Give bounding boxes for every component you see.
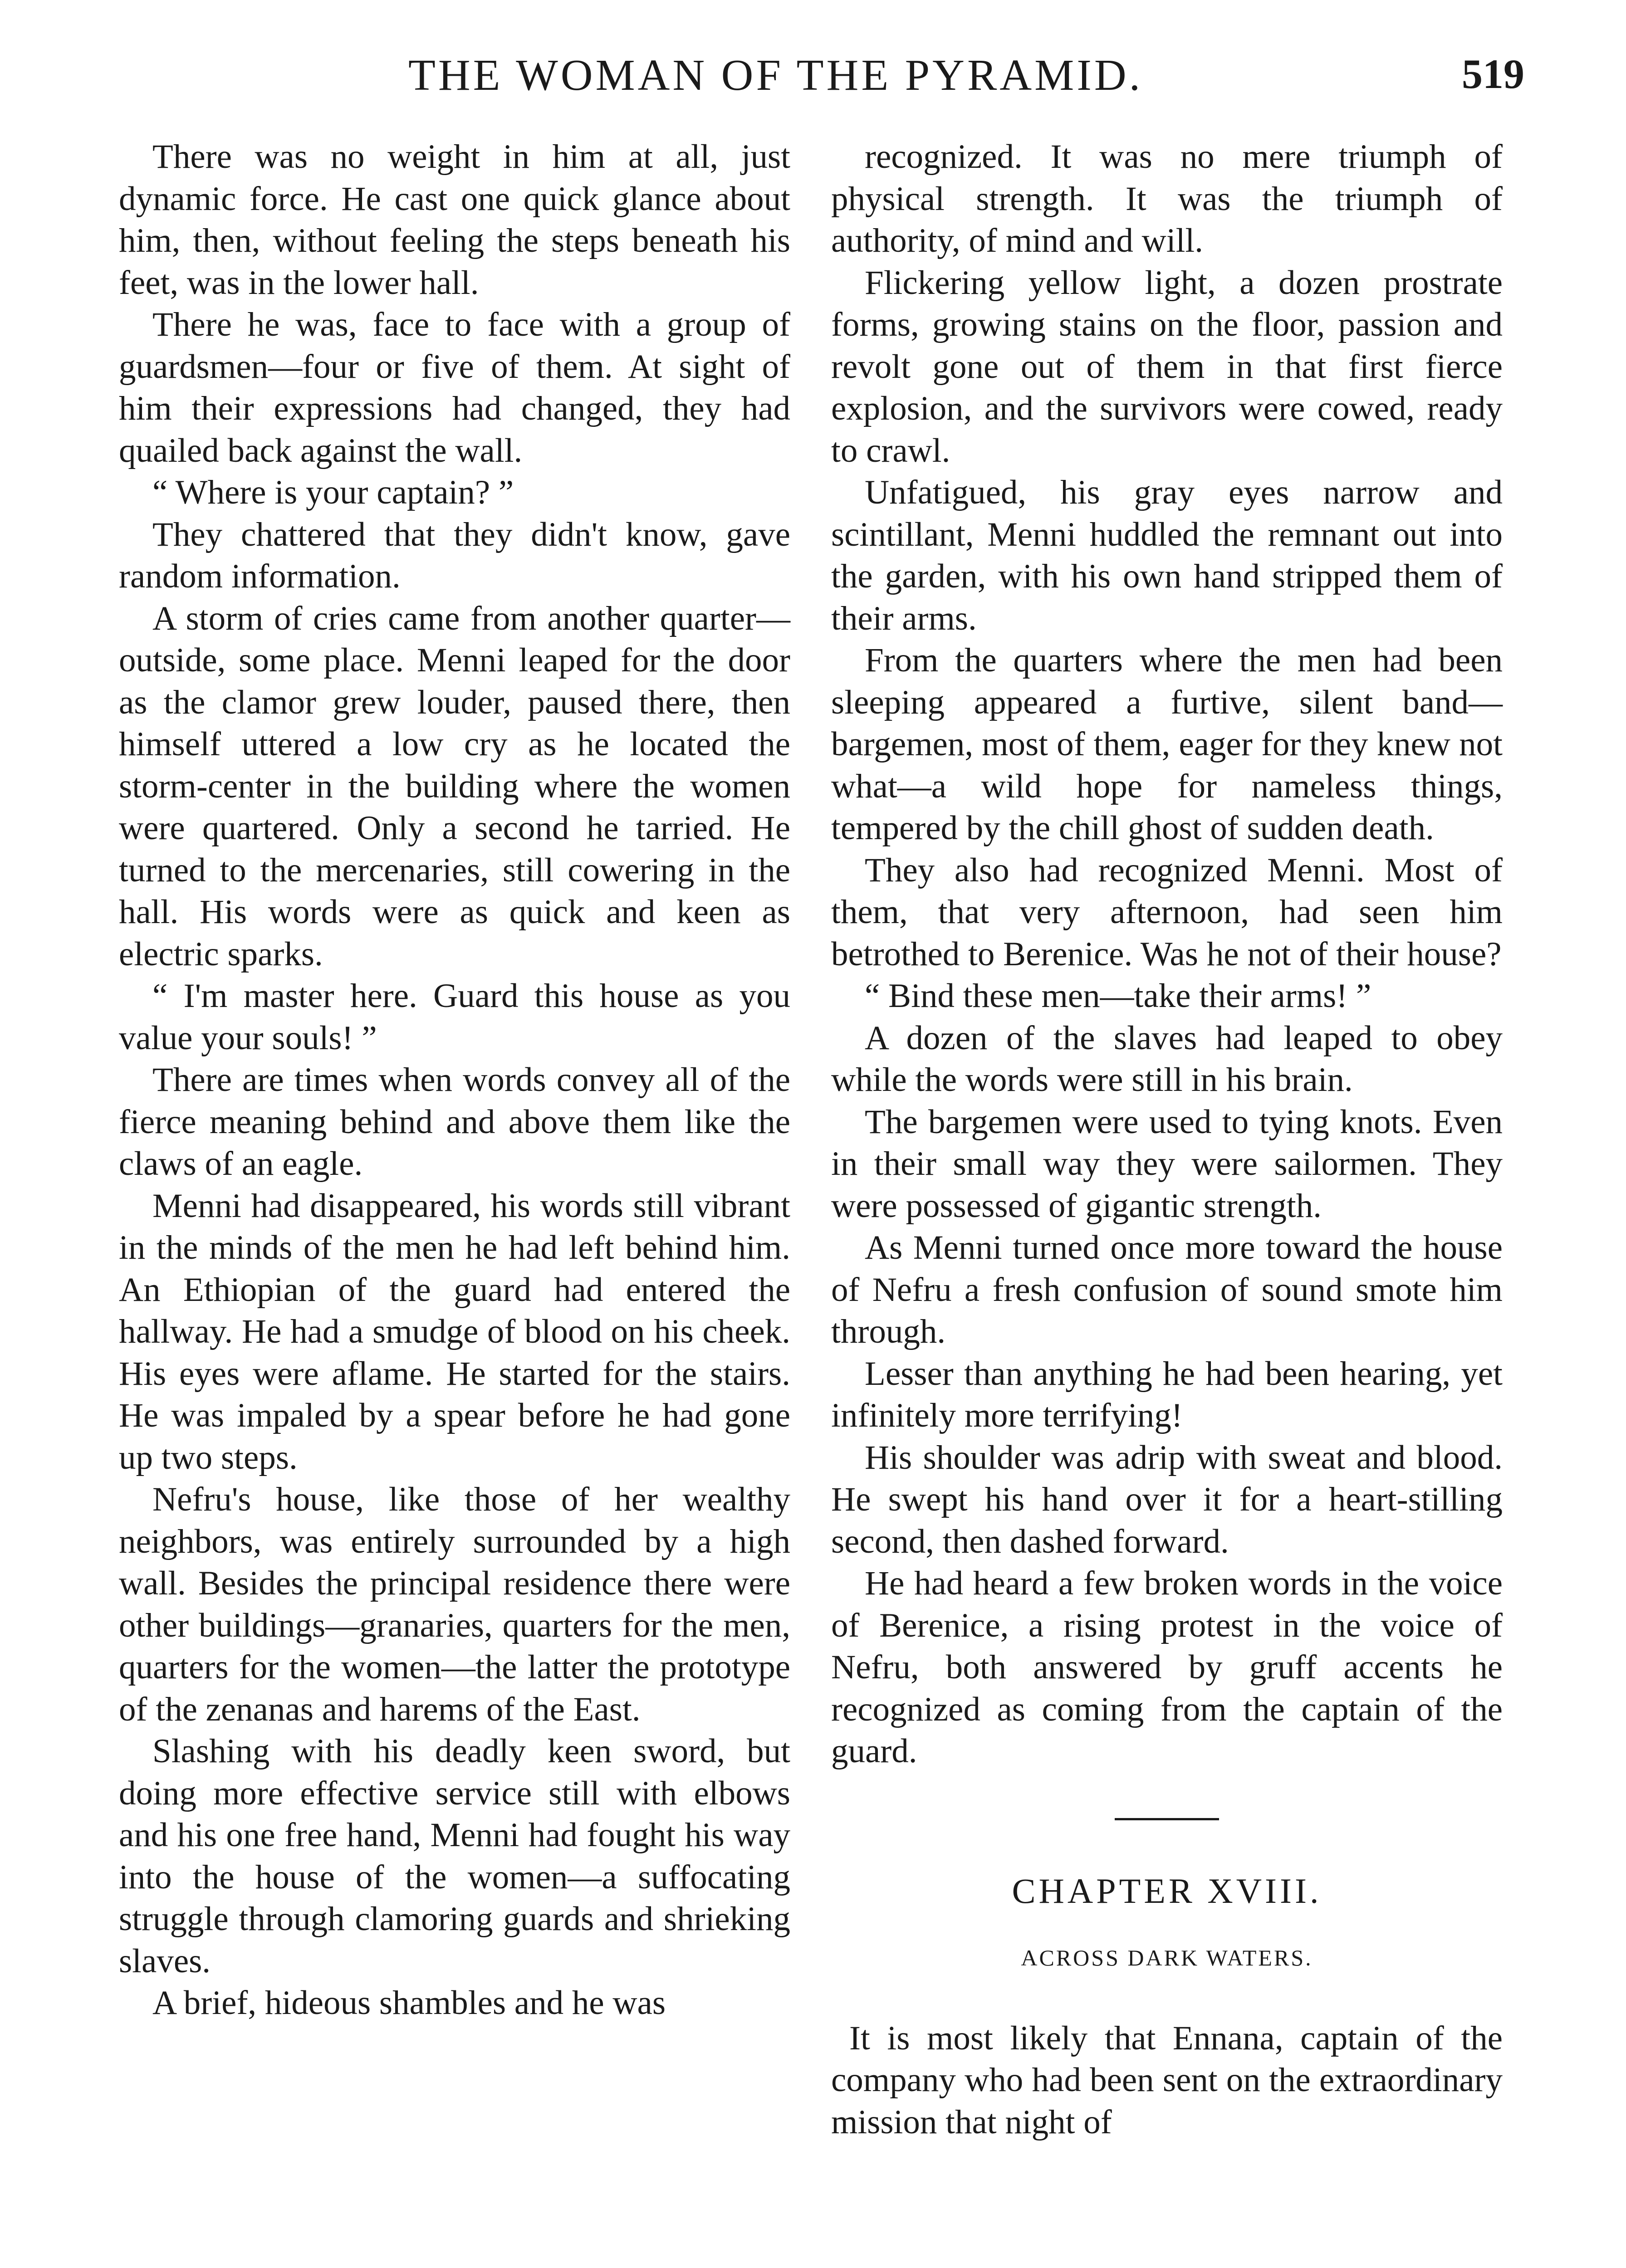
- paragraph: Unfatigued, his gray eyes narrow and scintillant, Menni huddled the remnant out into the garden, with his own hand stripped them of their arms.: [831, 474, 1503, 637]
- chapter-opening-paragraph: It is most likely that Ennana, captain of the company who had been sent on the extraordinary mission that night of: [831, 2019, 1503, 2141]
- paragraph: “ Where is your captain? ”: [152, 474, 514, 511]
- paragraph: Menni had disappeared, his words still vibrant in the minds of the men he had left behind him. An Ethiopian of the guard had entered the hallway. He had a smudge of blood on his cheek. His eyes were aflame. He started for the stairs. He was impaled by a spear before he had gone up two steps.: [119, 1187, 790, 1476]
- running-title: THE WOMAN OF THE PYRAMID.: [408, 51, 1143, 100]
- paragraph: There was no weight in him at all, just dynamic force. He cast one quick glance about him, then, without feeling the steps beneath his feet, was in the lower hall.: [119, 138, 790, 302]
- paragraph: As Menni turned once more toward the house of Nefru a fresh confusion of sound smote him through.: [831, 1229, 1503, 1350]
- chapter-subtitle: ACROSS DARK WATERS.: [1021, 1945, 1313, 1970]
- paragraph: Slashing with his deadly keen sword, but doing more effective service still with elbows and his one free hand, Menni had fought his way into the house of the women—a suffocating struggle through clamoring guards and shrieking slaves.: [119, 1732, 790, 1980]
- paragraph: There are times when words convey all of the fierce meaning behind and above them like the claws of an eagle.: [119, 1061, 790, 1183]
- paragraph: A brief, hideous shambles and he was: [152, 1984, 666, 2022]
- paragraph: There he was, face to face with a group of guardsmen—four or five of them. At sight of him their expressions had changed, they had quailed back against the wall.: [119, 306, 790, 469]
- running-head: [118, 50, 1524, 104]
- paragraph: He had heard a few broken words in the voice of Berenice, a rising protest in the voice of Nefru, both answered by gruff accents he recognized as coming from the captain of the guard.: [831, 1564, 1503, 1770]
- paragraph: They chattered that they didn't know, gave random information.: [119, 515, 790, 595]
- paragraph: Lesser than anything he had been hearing, yet infinitely more terrifying!: [831, 1354, 1503, 1434]
- paragraph: recognized. It was no mere triumph of physical strength. It was the triumph of authority, of mind and will.: [831, 138, 1503, 259]
- right-column: [831, 136, 1503, 2143]
- paragraph: “ Bind these men—take their arms! ”: [865, 977, 1371, 1015]
- paragraph: His shoulder was adrip with sweat and blood. He swept his hand over it for a heart-stilling second, then dashed forward.: [831, 1438, 1503, 1560]
- paragraph: The bargemen were used to tying knots. Even in their small way they were sailormen. They were possessed of gigantic strength.: [831, 1103, 1503, 1225]
- left-column: [119, 136, 790, 2024]
- page-number: 519: [1462, 51, 1524, 97]
- chapter-heading: CHAPTER XVIII.: [1012, 1871, 1322, 1911]
- paragraph: Nefru's house, like those of her wealthy neighbors, was entirely surrounded by a high wall. Besides the principal residence there were other buildings—granaries, quarters for the men, quarters for the women—the latter the prototype of the zenanas and harems of the East.: [119, 1481, 790, 1728]
- paragraph: Flickering yellow light, a dozen prostrate forms, growing stains on the floor, passion and revolt gone out of them in that first fierce explosion, and the survivors were cowed, ready to crawl.: [831, 264, 1503, 469]
- chapter-divider-rule: [1115, 1818, 1219, 1820]
- chapter-break: [831, 1818, 1503, 1979]
- paragraph: A dozen of the slaves had leaped to obey while the words were still in his brain.: [831, 1019, 1503, 1099]
- paragraph: “ I'm master here. Guard this house as you value your souls! ”: [119, 977, 790, 1057]
- paragraph: From the quarters where the men had been sleeping appeared a furtive, silent band—bargemen, most of them, eager for they knew not what—a wild hope for nameless things, tempered by the chill ghost of sudden death.: [831, 641, 1503, 847]
- paragraph: A storm of cries came from another quarter—outside, some place. Menni leaped for the door as the clamor grew louder, paused there, then himself uttered a low cry as he located the storm-center in the building where the women were quartered. Only a second he tarried. He turned to the mercenaries, still cowering in the hall. His words were as quick and keen as electric sparks.: [119, 599, 790, 973]
- paragraph: They also had recognized Menni. Most of them, that very afternoon, had seen him betrothed to Berenice. Was he not of their house?: [831, 851, 1503, 973]
